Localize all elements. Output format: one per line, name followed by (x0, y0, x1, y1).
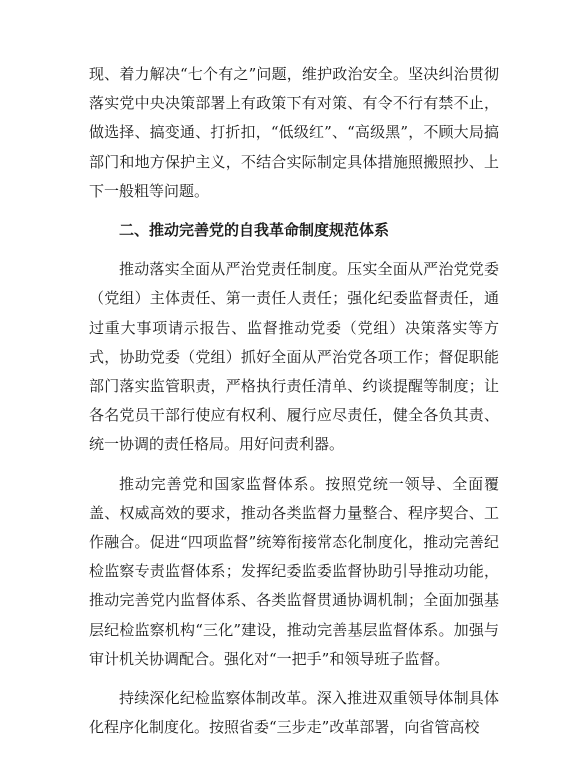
paragraph-system-reform: 持续深化纪检监察体制改革。深入推进双重领导体制具体化程序化制度化。按照省委“三步走”改革部署，向省管高校 (89, 689, 499, 737)
paragraph-responsibility-system: 推动落实全面从严治党责任制度。压实全面从严治党党委（党组）主体责任、第一责任人责任；强化纪委监督责任，通过重大事项请示报告、监督推动党委（党组）决策落实等方式，协助党委（党组）抓好全面从严治党各项工作；督促职能部门落实监管职责，严格执行责任清单、约谈提醒等制度；让各名党员干部行使应有权利、履行应尽责任，健全各负其责、统一协调的责任格局。用好问责利器。 (89, 260, 499, 454)
paragraph-spacer (89, 206, 499, 216)
paragraph-spacer (89, 674, 499, 684)
section-heading: 二、推动完善党的自我革命制度规范体系 (119, 221, 390, 240)
paragraph-supervision-system: 推动完善党和国家监督体系。按照党统一领导、全面覆盖、权威高效的要求，推动各类监督力量整合、程序契合、工作融合。促进“四项监督”统筹衔接常态化制度化，推动完善纪检监察专责监督体系；发挥纪委监委监督协助引导推动功能，推动完善党内监督体系、各类监督贯通协调机制；全面加强基层纪检监察机构“三化”建设，推动完善基层监督体系。加强与审计机关协调配合。强化对“一把手”和领导班子监督。 (89, 474, 499, 668)
paragraph-spacer (89, 460, 499, 470)
paragraph-spacer (89, 245, 499, 255)
paragraph-continuation: 现、着力解决“七个有之”问题，维护政治安全。坚决纠治贯彻落实党中央决策部署上有政策下有对策、有令不行有禁不止，做选择、搞变通、打折扣，“低级红”、“高级黑”，不顾大局搞部门和地方保护主义，不结合实际制定具体措施照搬照抄、上下一般粗等问题。 (89, 65, 499, 200)
document-body (89, 60, 499, 742)
